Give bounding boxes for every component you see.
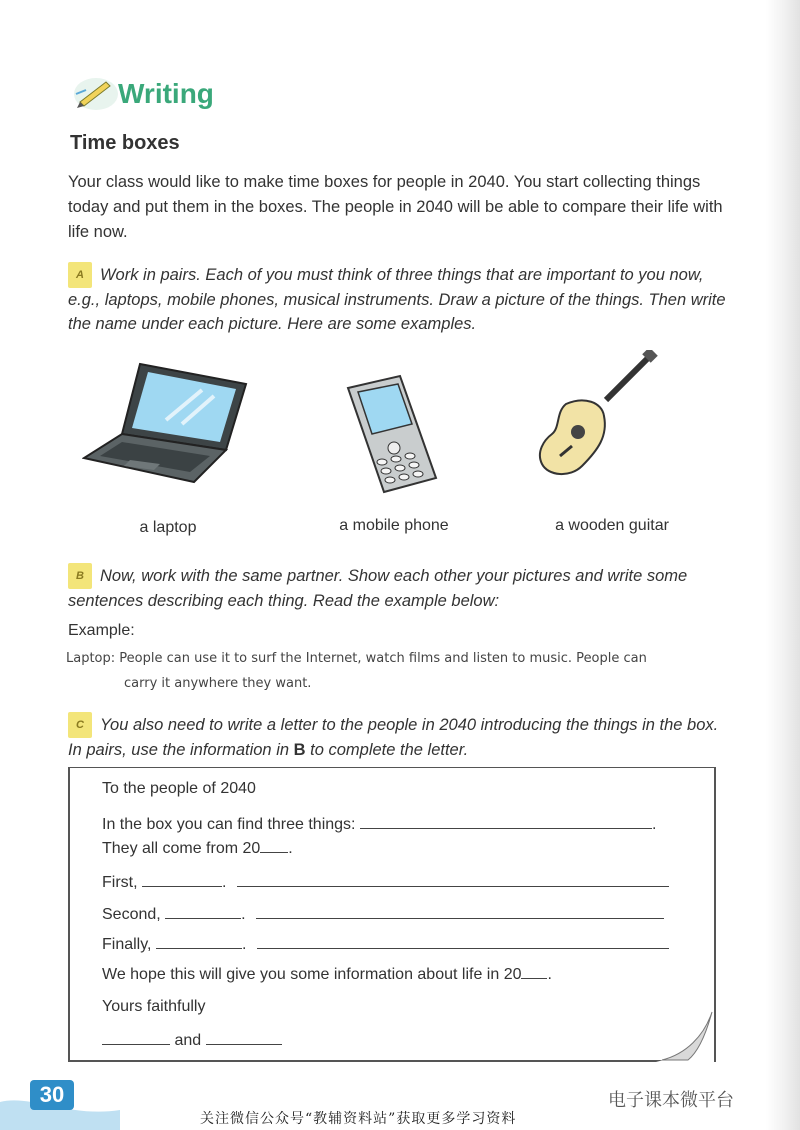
letter-from-end: . (288, 840, 293, 857)
mobile-phone-icon (340, 374, 440, 496)
example-label: Example: (68, 622, 135, 639)
example-line-2: carry it anywhere they want. (124, 676, 312, 691)
page-edge-shadow (766, 0, 800, 1130)
pencil-icon (72, 72, 118, 112)
letter-things-text: In the box you can find three things: (102, 816, 356, 833)
example-line-1: Laptop: People can use it to surf the Internet, watch films and listen to music. People can (66, 651, 647, 666)
task-b (68, 563, 728, 613)
example-text (66, 646, 706, 696)
task-a-text: Work in pairs. Each of you must think of three things that are important to you now, e.g., laptops, mobile phones, musical instruments. Draw a picture of the things. Then write the name under each picture. Here are some examples. (68, 266, 726, 333)
letter-second-label: Second, (102, 906, 161, 923)
letter-hope-line (102, 964, 552, 984)
task-c-tag: C (68, 712, 92, 738)
letter-greeting: To the people of 2040 (102, 780, 256, 797)
task-a-tag: A (68, 262, 92, 288)
letter-hope-text: We hope this will give you some information about life in 20 (102, 966, 522, 983)
letter-things-end: . (651, 816, 657, 833)
letter-from-line (102, 838, 293, 858)
blank-name-2[interactable] (206, 1030, 282, 1045)
task-b-text: Now, work with the same partner. Show each other your pictures and write some sentences describing each thing. Read the example below: (68, 567, 688, 610)
task-c-text-before: You also need to write a letter to the people in 2040 introducing the things in the box. In pairs, use the information in (68, 716, 719, 759)
laptop-icon (82, 360, 250, 486)
letter-finally-label: Finally, (102, 936, 152, 953)
section-title: Writing (118, 78, 214, 109)
blank-things[interactable] (360, 814, 652, 829)
guitar-icon (536, 350, 660, 482)
task-a (68, 262, 728, 336)
letter-from-text: They all come from 20 (102, 840, 261, 857)
picture-caption-guitar: a wooden guitar (555, 517, 669, 534)
blank-finally-sentence[interactable] (257, 934, 669, 949)
letter-box (68, 767, 716, 1062)
blank-year-1[interactable] (260, 838, 288, 853)
letter-first-line (102, 872, 669, 892)
intro-paragraph: Your class would like to make time boxes for people in 2040. You start collecting things today and put them in the boxes. The people in 2040 will be able to compare their life with life now. (68, 173, 723, 241)
blank-name-1[interactable] (102, 1030, 170, 1045)
letter-second-dot: . (241, 906, 246, 923)
task-b-tag: B (68, 563, 92, 589)
page-number: 30 (30, 1080, 74, 1110)
letter-finally-dot: . (241, 936, 247, 953)
letter-signature-line (102, 1030, 282, 1050)
letter-second-line (102, 904, 664, 924)
letter-and: and (174, 1032, 202, 1049)
picture-caption-phone: a mobile phone (339, 517, 449, 534)
letter-first-dot: . (222, 874, 227, 891)
page-curl-icon (652, 1008, 716, 1064)
task-c (68, 712, 728, 762)
blank-finally-item[interactable] (156, 934, 242, 949)
watermark-text: 电子课本微平台 (608, 1090, 734, 1110)
blank-first-item[interactable] (142, 872, 222, 887)
letter-closing: Yours faithfully (102, 998, 206, 1015)
task-c-text-after: to complete the letter. (305, 741, 469, 759)
letter-hope-end: . (547, 966, 552, 983)
blank-year-2[interactable] (521, 964, 547, 979)
task-c-bold: B (293, 741, 306, 759)
subtitle: Time boxes (70, 132, 180, 154)
blank-second-item[interactable] (165, 904, 241, 919)
letter-finally-line (102, 934, 669, 954)
footer-note: 关注微信公众号“教辅资料站”获取更多学习资料 (200, 1111, 517, 1127)
picture-caption-laptop: a laptop (139, 519, 197, 536)
letter-first-label: First, (102, 874, 138, 891)
blank-second-sentence[interactable] (256, 904, 664, 919)
blank-first-sentence[interactable] (237, 872, 669, 887)
letter-things-line (102, 814, 656, 834)
